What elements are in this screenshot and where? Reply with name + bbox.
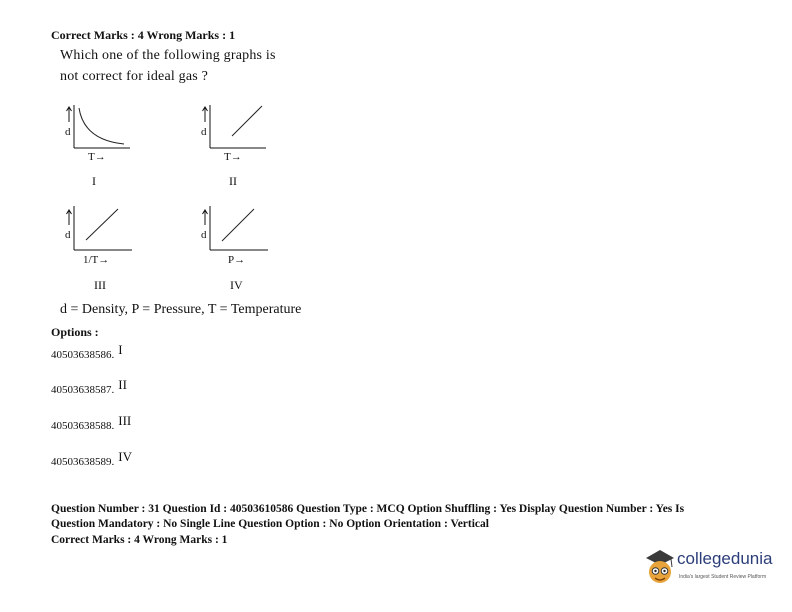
graph-i-y-label: d bbox=[65, 126, 71, 138]
option-1-id: 40503638586. bbox=[51, 349, 115, 361]
graph-i-numeral: I bbox=[92, 174, 96, 188]
graph-ii-plot bbox=[198, 100, 278, 180]
meta-line-3: Correct Marks : 4 Wrong Marks : 1 bbox=[51, 534, 228, 546]
option-1[interactable] bbox=[51, 342, 123, 362]
graph-iv-line bbox=[222, 209, 254, 241]
option-4-id: 40503638589. bbox=[51, 456, 115, 468]
graph-i-plot bbox=[62, 100, 142, 180]
graph-ii-x-label: T→ bbox=[224, 151, 242, 163]
option-2-id: 40503638587. bbox=[51, 384, 115, 396]
question-line-2: not correct for ideal gas ? bbox=[60, 69, 209, 84]
graph-ii-line bbox=[232, 106, 262, 136]
graph-iii-plot bbox=[62, 203, 142, 283]
graph-ii-numeral: II bbox=[229, 174, 237, 188]
marks-header: Correct Marks : 4 Wrong Marks : 1 bbox=[51, 28, 236, 42]
graph-iii-x-label: 1/T→ bbox=[83, 254, 110, 266]
question-line-1: Which one of the following graphs is bbox=[60, 48, 276, 63]
option-4-label: IV bbox=[118, 449, 132, 464]
collegedunia-logo bbox=[643, 545, 783, 595]
graph-i-x-label: T→ bbox=[88, 151, 106, 163]
options-heading: Options : bbox=[51, 325, 99, 339]
option-2[interactable] bbox=[51, 377, 127, 397]
graph-iii-y-label: d bbox=[65, 229, 71, 241]
option-3[interactable] bbox=[51, 413, 132, 433]
graph-iv-y-label: d bbox=[201, 229, 207, 241]
graph-iii-numeral: III bbox=[94, 278, 106, 292]
graph-iv-x-label: P→ bbox=[228, 254, 246, 266]
logo-name: collegedunia bbox=[677, 549, 773, 568]
option-3-label: III bbox=[118, 413, 132, 428]
option-4[interactable] bbox=[51, 449, 132, 469]
graph-iv-plot bbox=[198, 203, 278, 283]
mascot-icon bbox=[643, 548, 677, 592]
meta-line-1: Question Number : 31 Question Id : 40503610586 Question Type : MCQ Option Shuffling : Yes Display Question Number : Yes Is bbox=[51, 503, 685, 515]
meta-line-2: Question Mandatory : No Single Line Question Option : No Option Orientation : Vertical bbox=[51, 518, 489, 530]
option-1-label: I bbox=[118, 342, 123, 357]
graph-i-curve bbox=[79, 108, 124, 144]
option-2-label: II bbox=[118, 377, 127, 392]
logo-tagline: India's largest Student Review Platform bbox=[679, 574, 767, 580]
graph-ii-y-label: d bbox=[201, 126, 207, 138]
legend: d = Density, P = Pressure, T = Temperature bbox=[60, 302, 302, 317]
graph-iii-line bbox=[86, 209, 118, 240]
option-3-id: 40503638588. bbox=[51, 420, 115, 432]
graph-iv-numeral: IV bbox=[230, 278, 243, 292]
